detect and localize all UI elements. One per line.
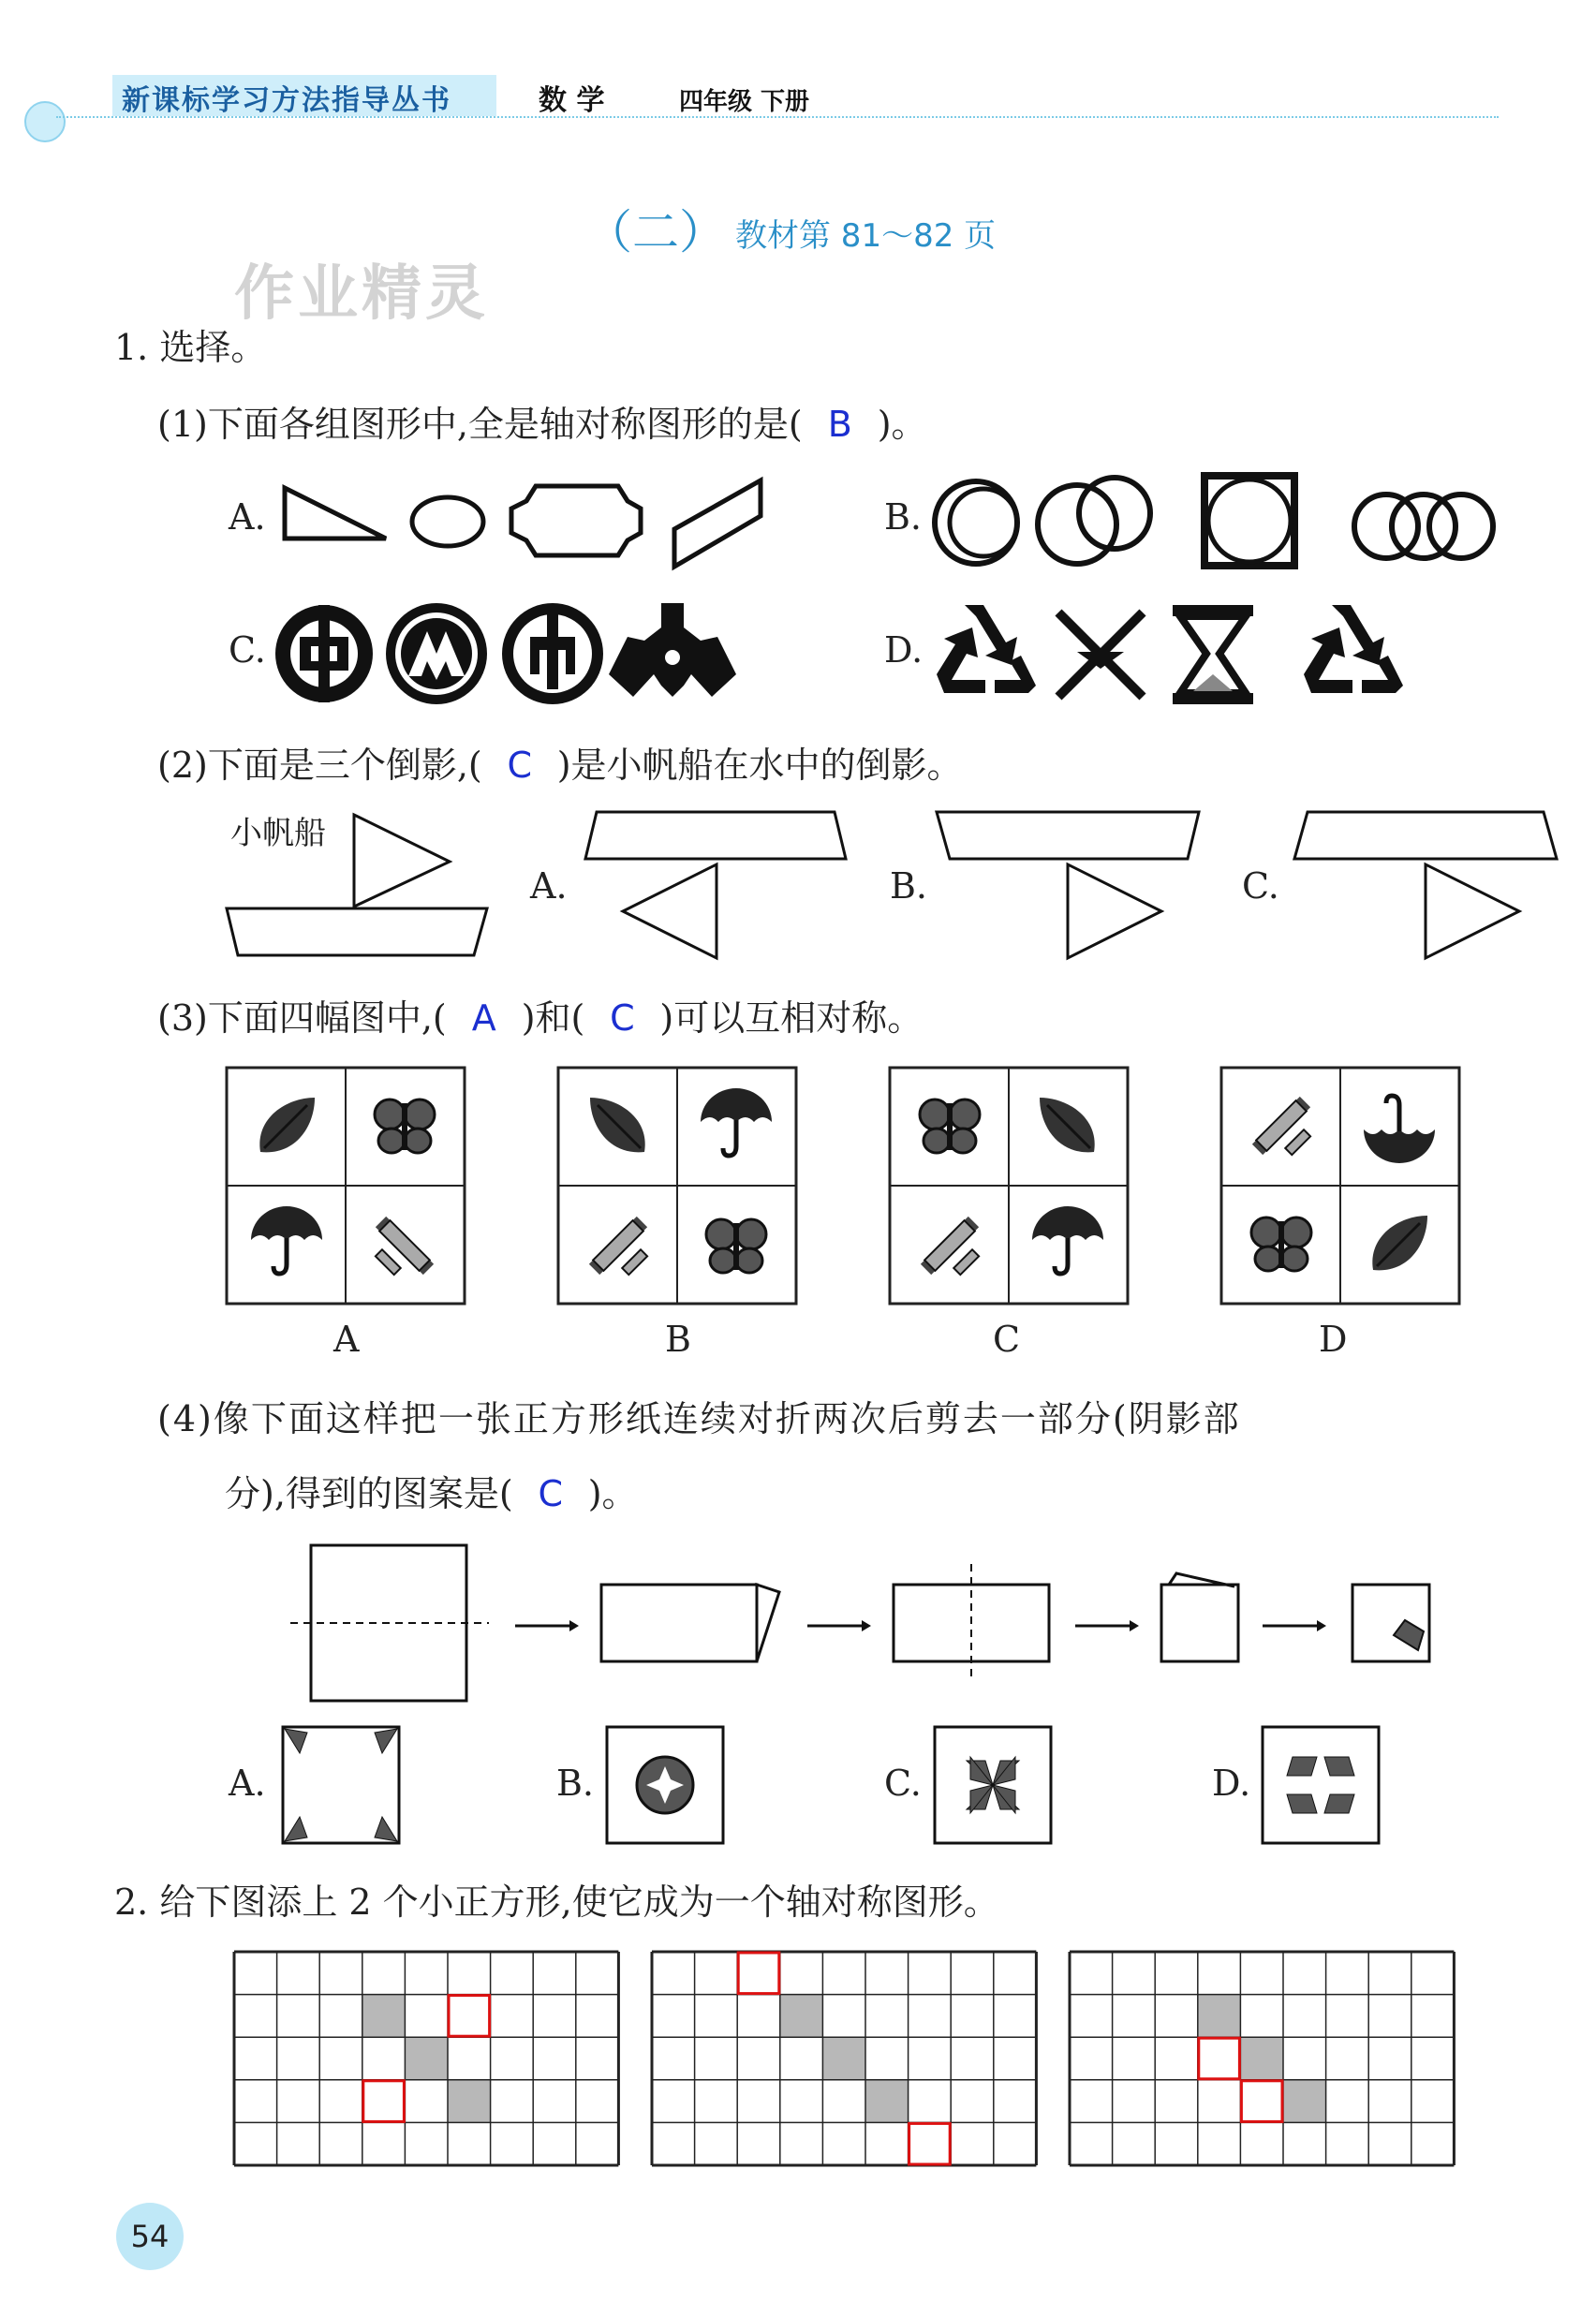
grid-d <box>1221 1068 1459 1304</box>
olympic-ring-2-icon <box>1392 494 1456 558</box>
q1-4-answer: C <box>538 1473 563 1514</box>
folding-step-1 <box>290 1545 489 1701</box>
q1-3-answer-2: C <box>610 997 635 1039</box>
header-bubble-decoration <box>24 101 66 142</box>
q1-3-text: (3)下面四幅图中,( <box>157 997 447 1039</box>
pattern-c <box>935 1727 1051 1843</box>
q1-3-answer-1: A <box>471 997 496 1039</box>
butterfly-icon <box>375 1099 435 1153</box>
shaded-cell <box>1198 1995 1241 2038</box>
olympic-ring-3-icon <box>1429 494 1493 558</box>
q1-4-option-a: A. <box>229 1763 266 1804</box>
q2-grids <box>230 1948 1457 2173</box>
added-cell <box>738 1953 779 1994</box>
pattern-b <box>607 1727 723 1843</box>
butterfly-icon <box>1251 1217 1311 1271</box>
q1-4-line2 <box>225 1465 638 1516</box>
grid-c <box>890 1068 1128 1304</box>
section-title: （二） <box>585 205 726 259</box>
folding-step-5 <box>1352 1585 1429 1661</box>
folding-step-3 <box>894 1564 1049 1680</box>
q1-3-question <box>157 989 923 1040</box>
page-number: 54 <box>116 2203 184 2270</box>
hull-shape <box>227 908 487 955</box>
q1-4-option-d: D. <box>1212 1763 1251 1804</box>
q1-heading: 1. 选择。 <box>114 327 267 368</box>
q1-4-line1: (4)像下面这样把一张正方形纸连续对折两次后剪去一部分(阴影部 <box>157 1398 1241 1439</box>
q1-2-option-c: C. <box>1242 865 1279 907</box>
shaded-cell <box>865 2080 909 2123</box>
butterfly-icon <box>706 1219 766 1273</box>
q1-3-text-end: )可以互相对称。 <box>659 997 924 1039</box>
q1-4-option-patterns <box>281 1723 1405 1854</box>
q1-1-question <box>157 395 927 447</box>
reflection-b-figure <box>937 810 1208 969</box>
q1-2-text-end: )是小帆船在水中的倒影。 <box>556 745 963 786</box>
q1-1-text-end: )。 <box>877 404 927 445</box>
shaded-cell <box>822 2037 865 2080</box>
added-cell <box>363 2081 405 2122</box>
q1-3-caption-d: D <box>1319 1319 1348 1360</box>
watermark: 作业精灵 <box>234 259 489 329</box>
q1-3-text-mid: )和( <box>521 997 585 1039</box>
section-pages: 教材第 81～82 页 <box>735 217 997 255</box>
recycle-symbol-2-icon <box>1304 605 1403 693</box>
q1-1-c-logos <box>272 599 759 712</box>
q1-2-option-a: A. <box>530 865 568 907</box>
folding-step-4 <box>1161 1573 1238 1661</box>
added-cell <box>1199 2038 1240 2079</box>
q1-1-option-b: B. <box>884 496 923 538</box>
grade-label: 四年级 下册 <box>679 88 810 116</box>
olympic-ring-1-icon <box>1354 494 1418 558</box>
ellipse-shape <box>412 497 483 546</box>
q1-4-text-end: )。 <box>587 1473 638 1514</box>
series-title: 新课标学习方法指导丛书 <box>122 84 451 117</box>
folding-step-2 <box>601 1585 779 1661</box>
agricultural-bank-logo-icon <box>502 603 603 704</box>
q1-3-caption-a: A <box>333 1319 360 1360</box>
q1-4-option-c: C. <box>884 1763 922 1804</box>
circle-inner-icon <box>950 489 1017 556</box>
q2-heading: 2. 给下图添上 2 个小正方形,使它成为一个轴对称图形。 <box>114 1881 999 1923</box>
triangle-shape <box>285 488 386 539</box>
q1-3-caption-b: B <box>665 1319 691 1360</box>
symmetry-grid-3 <box>1070 1952 1454 2165</box>
q1-3-caption-c: C <box>993 1319 1021 1360</box>
grid-a <box>227 1068 465 1304</box>
arrow-icon <box>515 1620 579 1631</box>
grid-b <box>558 1068 796 1304</box>
shaded-cell <box>405 2037 448 2080</box>
hourglass-icon <box>1173 605 1253 704</box>
arrow-icon <box>807 1620 871 1631</box>
shaded-cell <box>362 1995 406 2038</box>
three-way-logo-icon <box>609 603 736 697</box>
bank-logo-m-icon <box>386 603 487 704</box>
shaded-cell <box>780 1995 823 2038</box>
header-divider <box>56 116 1499 118</box>
notched-shape <box>511 486 641 555</box>
arrow-icon <box>1075 1620 1139 1631</box>
bank-of-china-logo-icon <box>275 605 373 702</box>
ring-left-icon <box>1038 485 1116 564</box>
square-icon <box>1204 476 1294 566</box>
sailboat-figure <box>225 805 496 965</box>
q1-1-text: (1)下面各组图形中,全是轴对称图形的是( <box>157 404 803 445</box>
q1-1-d-symbols <box>927 599 1452 712</box>
q1-1-b-shapes <box>927 468 1527 581</box>
added-cell <box>909 2123 951 2164</box>
pattern-a <box>283 1727 399 1843</box>
q1-1-a-shapes <box>281 473 777 576</box>
symmetry-grid-1 <box>234 1952 618 2165</box>
q1-1-option-a: A. <box>229 496 266 538</box>
q1-4-option-b: B. <box>556 1763 595 1804</box>
shaded-cell <box>1240 2037 1283 2080</box>
shaded-cell <box>448 2080 491 2123</box>
reflection-c-figure <box>1294 810 1566 969</box>
arrow-icon <box>1263 1620 1326 1631</box>
q1-2-option-b: B. <box>890 865 928 907</box>
shaded-cell <box>1283 2080 1326 2123</box>
added-cell <box>449 1996 490 2037</box>
butterfly-icon <box>920 1099 980 1153</box>
square-circle-icon <box>1208 480 1291 562</box>
x-symbol-icon <box>1058 612 1143 697</box>
q1-1-option-c: C. <box>229 629 266 671</box>
parallelogram-shape <box>674 480 761 567</box>
added-cell <box>1241 2081 1282 2122</box>
q1-2-question <box>157 736 963 788</box>
pattern-d <box>1263 1727 1379 1843</box>
subject-label: 数 学 <box>539 84 605 117</box>
q1-1-answer: B <box>827 404 852 445</box>
q1-1-option-d: D. <box>884 629 924 671</box>
q1-4-text: 分),得到的图案是( <box>225 1473 513 1514</box>
sail-shape <box>354 815 450 907</box>
q1-2-text: (2)下面是三个倒影,( <box>157 745 482 786</box>
recycle-symbol-icon <box>937 605 1036 693</box>
symmetry-grid-2 <box>652 1952 1036 2165</box>
q1-2-answer: C <box>507 745 532 786</box>
reflection-a-figure <box>585 810 848 969</box>
boat-label: 小帆船 <box>230 815 326 852</box>
q1-3-grids <box>225 1066 1461 1309</box>
folding-sequence <box>281 1540 1452 1708</box>
